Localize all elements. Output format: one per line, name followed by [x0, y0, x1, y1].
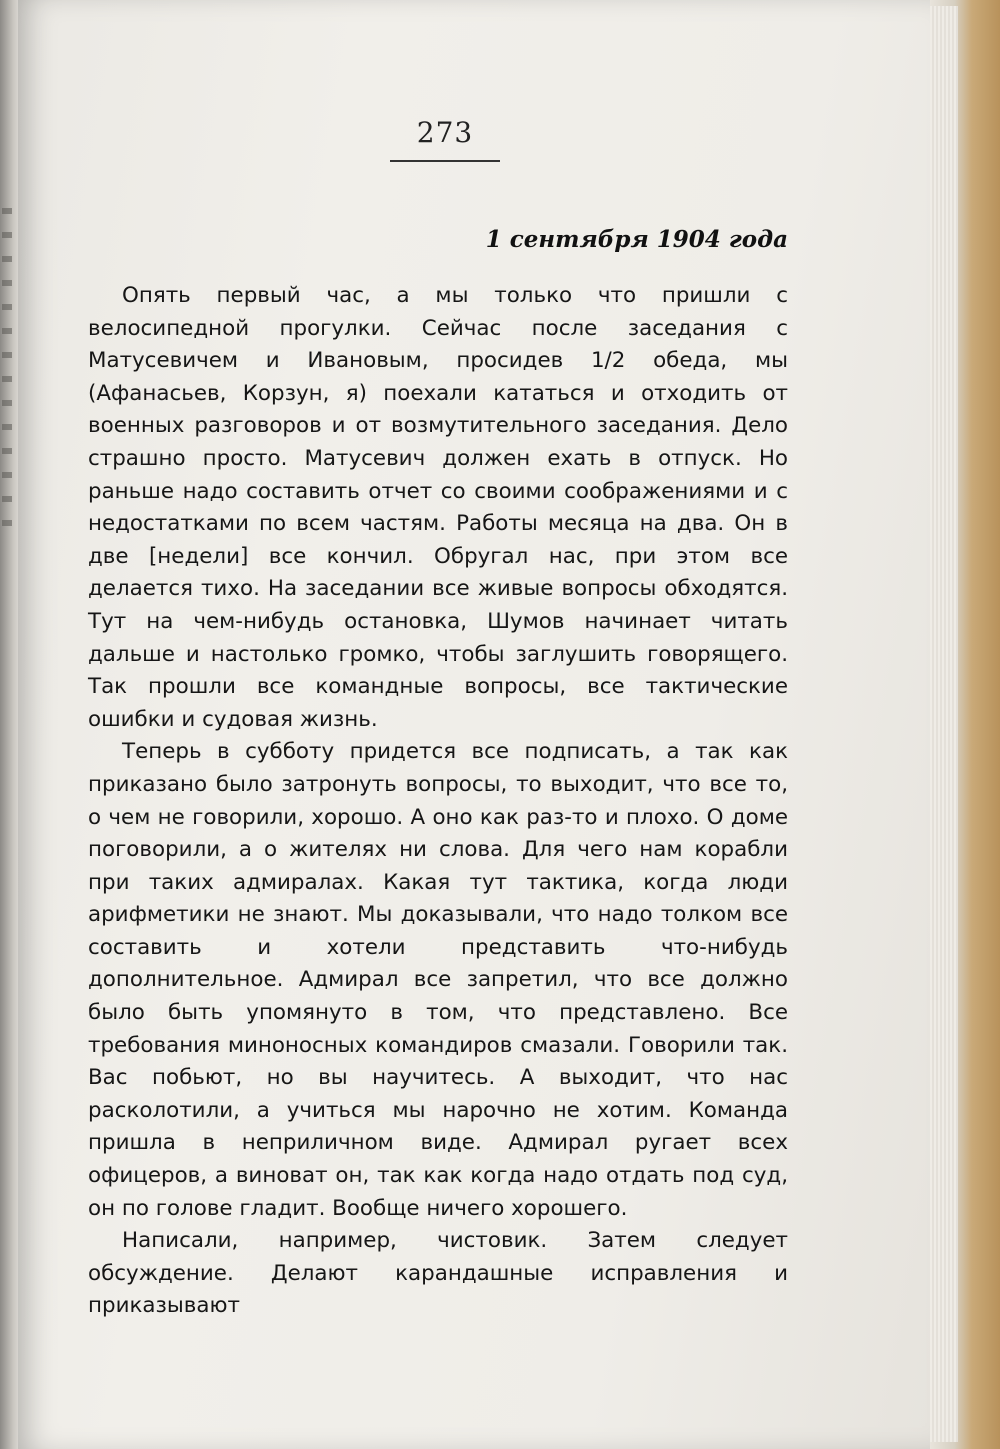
- page-number: 273: [416, 116, 474, 149]
- page-number-rule: [390, 160, 500, 162]
- paragraph: Теперь в субботу придется все подписать, а так как приказано было затронуть вопросы, то выходит, что все то, о чем не говорили, хорошо. А оно как раз-то и плохо. О доме поговорили, а о жителях ни слова. Для чего нам корабли при таких адмиралах. Какая тут тактика, когда люди арифметики не знают. Мы доказывали, что надо толком все составить и хотели представить что-нибудь дополнительное. Адмирал все запретил, что все должно было быть упомянуто в том, что представлено. Все требования миноносных командиров смазали. Говорили так. Вас побьют, но вы научитесь. А выходит, что нас расколотили, а учиться мы нарочно не хотим. Команда пришла в неприличном виде. Адмирал ругает всех офицеров, а виноват он, так как когда надо отдать под суд, он по голове гладит. Вообще ничего хорошего.: [88, 739, 788, 1221]
- paragraph: Написали, например, чистовик. Затем следует обсуждение. Делают карандашные исправления и приказывают: [88, 1228, 788, 1319]
- book-page: [18, 0, 930, 1449]
- left-page-text-fragment: [2, 190, 12, 540]
- entry-date-heading: 1 сентября 1904 года: [485, 226, 788, 253]
- paragraph: Опять первый час, а мы только что пришли с велосипедной прогулки. Сейчас после заседания с Матусевичем и Ивановым, просидев 1/2 обеда, мы (Афанасьев, Корзун, я) поехали кататься и отходить от военных разговоров и от возмутительного заседания. Дело страшно просто. Матусевич должен ехать в отпуск. Но раньше надо составить отчет со своими соображениями и с недостатками по всем частям. Работы месяца на два. Он в две [недели] все кончил. Обругал нас, при этом все делается тихо. На заседании все живые вопросы обходятся. Тут на чем-нибудь остановка, Шумов начинает читать дальше и настолько громко, чтобы заглушить говорящего. Так прошли все командные вопросы, все тактические ошибки и судовая жизнь.: [88, 283, 788, 732]
- body-text: [88, 280, 788, 1323]
